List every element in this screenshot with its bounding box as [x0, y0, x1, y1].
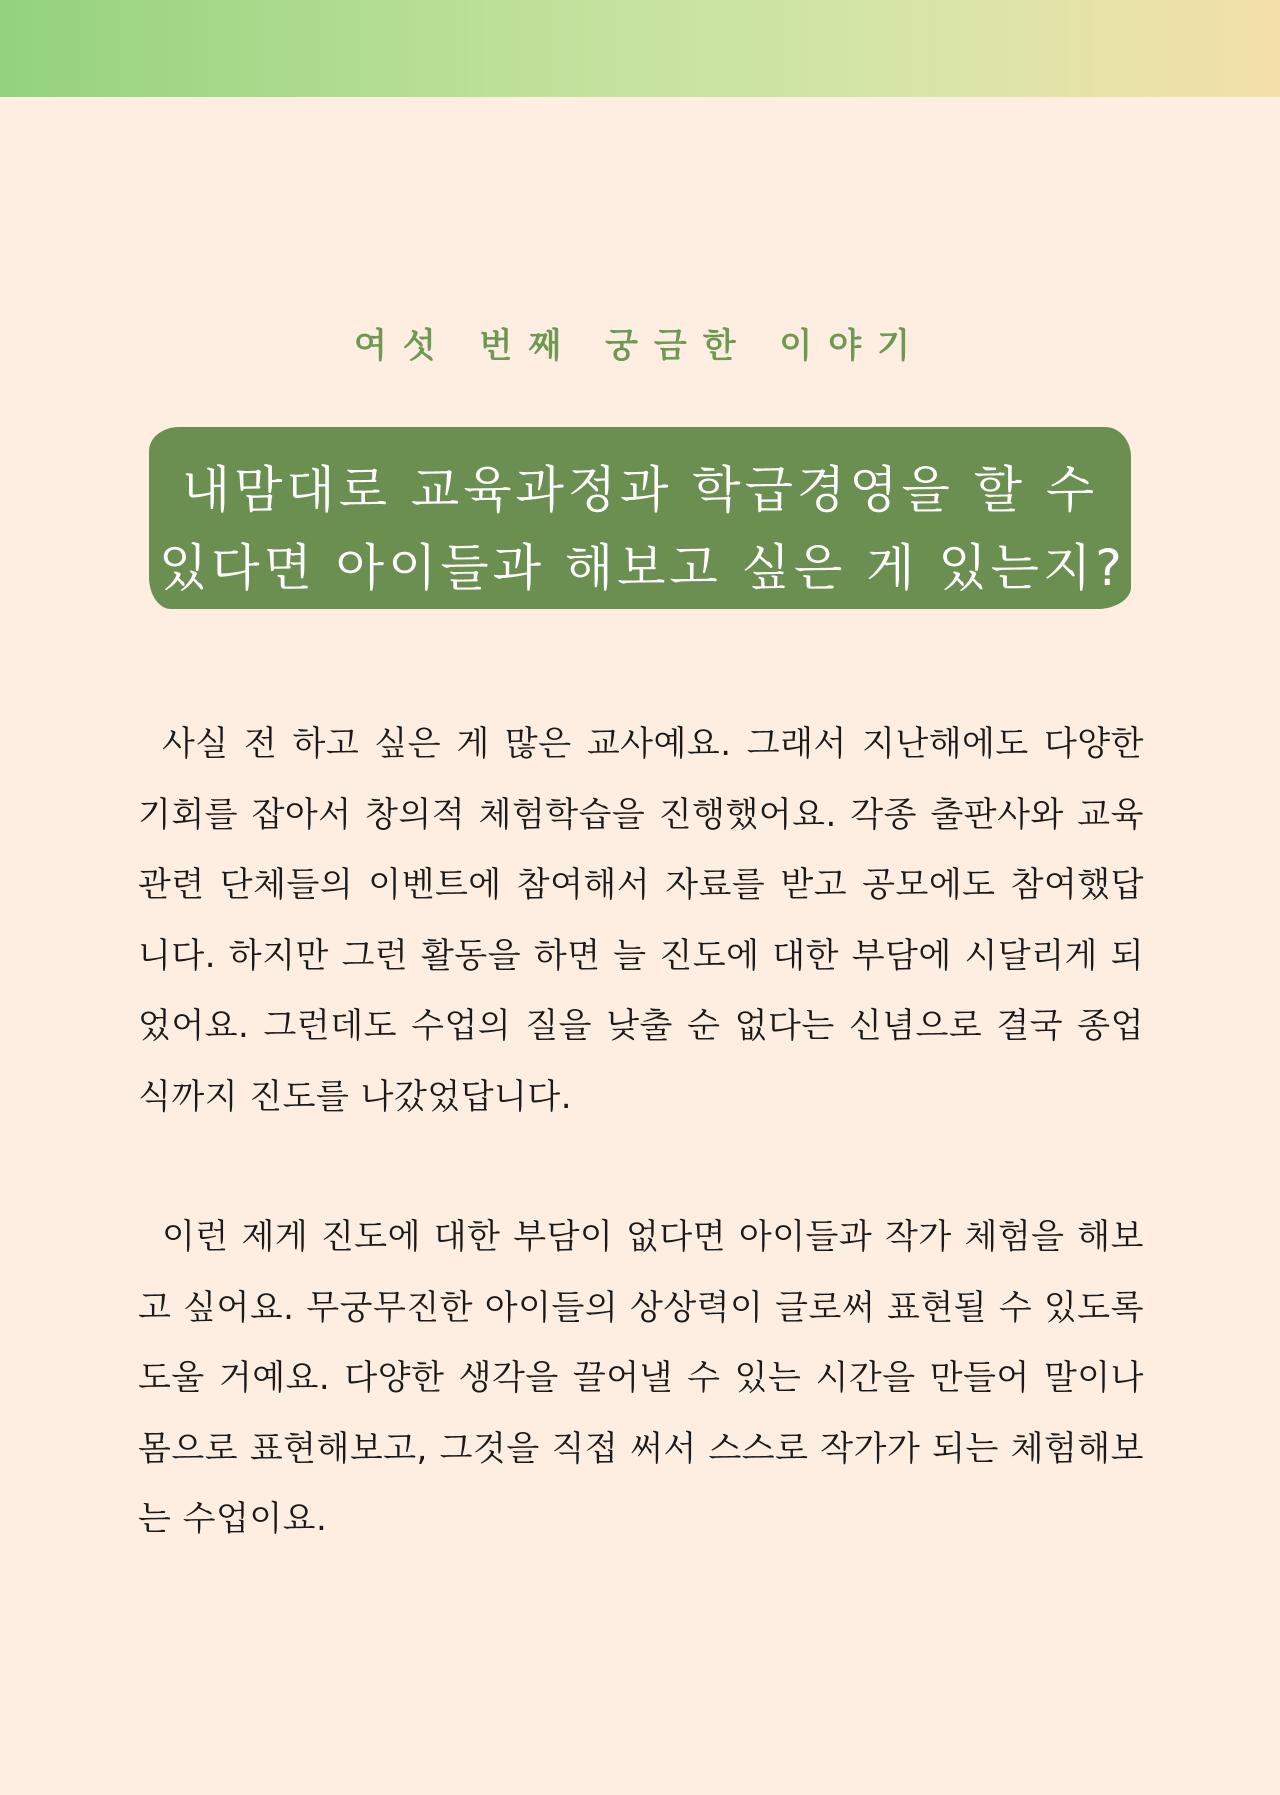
paragraph-text: 이런 제게 진도에 대한 부담이 없다면 아이들과 작가 체험을 해보고 싶어요. 무궁무진한 아이들의 상상력이 글로써 표현될 수 있도록 도울 거예요. 다양한 생각을 끌어낼 수 있는 시간을 만들어 말이나 몸으로 표현해보고, 그것을 직접 써서 스스로 작가가 되는 체험해보는 수업이요. [138, 1217, 1144, 1539]
section-subtitle: 여섯 번째 궁금한 이야기 [354, 326, 926, 366]
title-line-1: 내맘대로 교육과정과 학급경영을 할 수 [181, 461, 1099, 519]
title-line-2: 있다면 아이들과 해보고 싶은 게 있는지? [159, 539, 1126, 597]
header-gradient-band [0, 0, 1280, 97]
paragraph-text: 사실 전 하고 싶은 게 많은 교사예요. 그래서 지난해에도 다양한 기회를 잡아서 창의적 체험학습을 진행했어요. 각종 출판사와 교육 관련 단체들의 이벤트에 참여해서 자료를 받고 공모에도 참여했답니다. 하지만 그런 활동을 하면 늘 진도에 대한 부담에 시달리게 되었어요. 그런데도 수업의 질을 낮출 순 없다는 신념으로 결국 종업식까지 진도를 나갔었답니다. [138, 724, 1144, 1117]
title-box [149, 427, 1131, 609]
body-paragraph-1 [138, 709, 1144, 1132]
body-paragraph-2 [138, 1202, 1144, 1555]
